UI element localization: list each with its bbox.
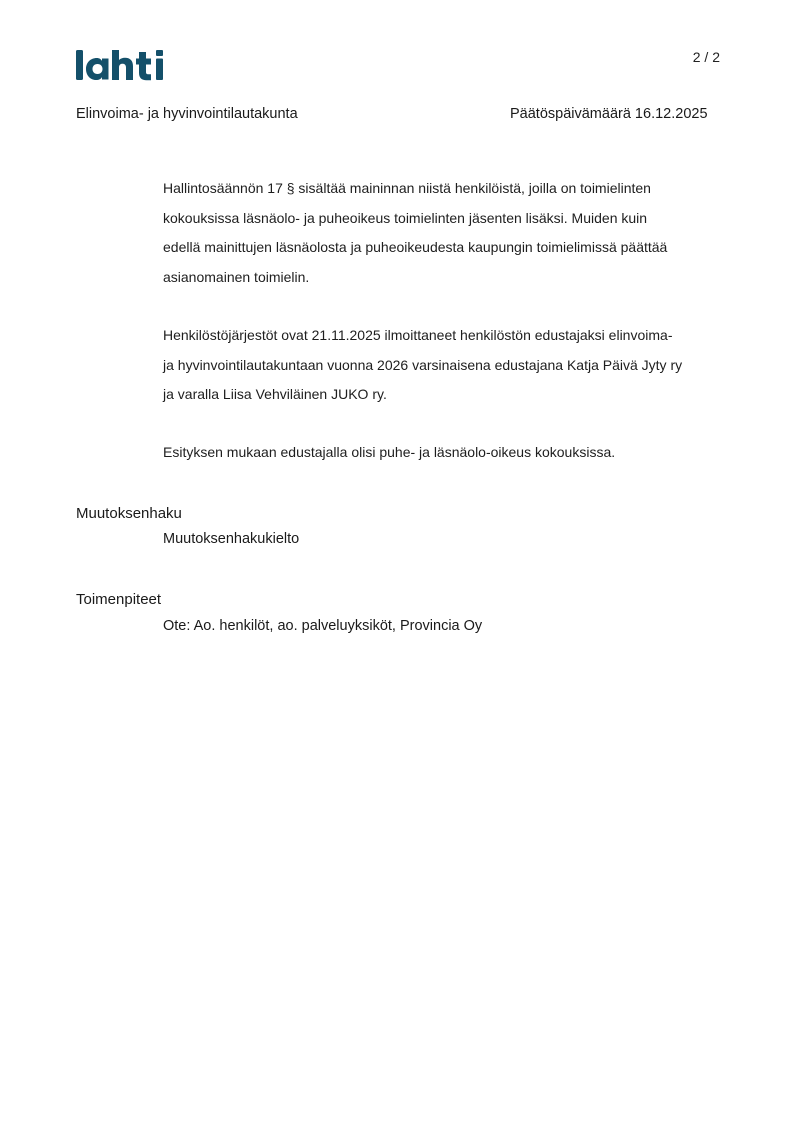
paragraph-line: Esityksen mukaan edustajalla olisi puhe- ja läsnäolo-oikeus kokouksissa.: [163, 444, 616, 460]
paragraph-line: Hallintosäännön 17 § sisältää maininnan niistä henkilöistä, joilla on toimielinten: [163, 180, 651, 196]
committee-name: Elinvoima- ja hyvinvointilautakunta: [76, 106, 298, 122]
section-heading-actions: Toimenpiteet: [76, 591, 162, 608]
paragraph-line: ja hyvinvointilautakuntaan vuonna 2026 varsinaisena edustajana Katja Päivä Jyty ry: [163, 356, 683, 373]
paragraph-line: edellä mainittujen läsnäolosta ja puheoikeudesta kaupungin toimielimissä päättää: [163, 239, 668, 255]
section-value-appeal: Muutoksenhakukielto: [163, 531, 300, 547]
decision-date: Päätöspäivämäärä 16.12.2025: [510, 106, 708, 122]
page-number: 2 / 2: [692, 49, 720, 65]
lahti-logo: [75, 46, 170, 84]
paragraph-2: [163, 321, 723, 410]
paragraph-line: ja varalla Liisa Vehviläinen JUKO ry.: [163, 386, 387, 402]
paragraph-1: [163, 174, 723, 292]
paragraph-line: Henkilöstöjärjestöt ovat 21.11.2025 ilmoittaneet henkilöstön edustajaksi elinvoima-: [163, 327, 673, 343]
paragraph-line: kokouksissa läsnäolo- ja puheoikeus toimielinten jäsenten lisäksi. Muiden kuin: [163, 209, 648, 226]
paragraph-line: asianomainen toimielin.: [163, 268, 310, 285]
section-value-actions: Ote: Ao. henkilöt, ao. palveluyksiköt, Provincia Oy: [163, 618, 483, 634]
paragraph-3: [163, 438, 723, 468]
section-heading-appeal: Muutoksenhaku: [76, 505, 182, 522]
